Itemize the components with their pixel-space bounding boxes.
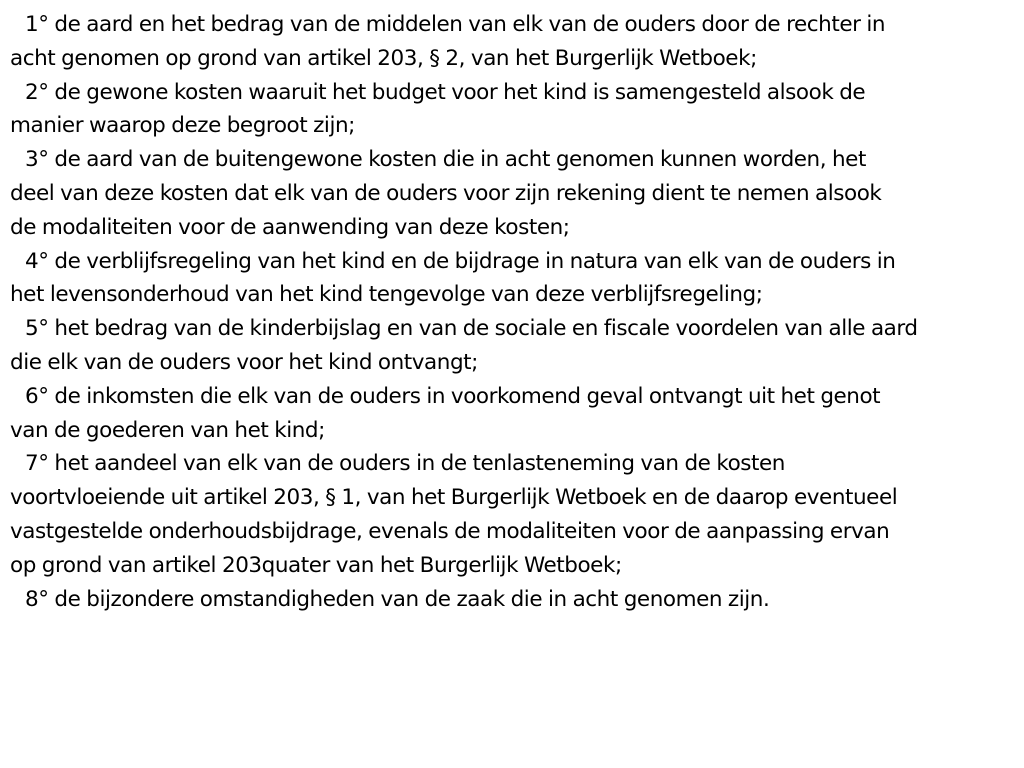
item-5-line-2: die elk van de ouders voor het kind ontvangt;	[10, 349, 478, 375]
list-item	[10, 380, 1016, 448]
item-7-line-3: vastgestelde onderhoudsbijdrage, evenals de modaliteiten voor de aanpassing ervan	[10, 518, 890, 544]
item-2-line-1: 2° de gewone kosten waaruit het budget voor het kind is samengesteld alsook de	[25, 79, 866, 105]
item-4-line-2: het levensonderhoud van het kind tengevolge van deze verblijfsregeling;	[10, 282, 763, 308]
list-item	[10, 143, 1016, 244]
item-1-line-2: acht genomen op grond van artikel 203, § 2, van het Burgerlijk Wetboek;	[10, 45, 757, 71]
item-3-line-3: de modaliteiten voor de aanwending van deze kosten;	[10, 214, 570, 240]
item-5-line-1: 5° het bedrag van de kinderbijslag en van de sociale en fiscale voordelen van alle aard	[25, 316, 918, 342]
item-1-line-1: 1° de aard en het bedrag van de middelen van elk van de ouders door de rechter in	[25, 12, 886, 37]
item-3-line-1: 3° de aard van de buitengewone kosten die in acht genomen kunnen worden, het	[25, 147, 866, 173]
item-2-line-2: manier waarop deze begroot zijn;	[10, 113, 355, 139]
item-6-line-1: 6° de inkomsten die elk van de ouders in voorkomend geval ontvangt uit het genot	[25, 383, 881, 409]
item-7-line-4: op grond van artikel 203quater van het Burgerlijk Wetboek;	[10, 552, 622, 578]
item-3-line-2: deel van deze kosten dat elk van de ouders voor zijn rekening dient te nemen alsook	[10, 180, 882, 206]
list-item	[10, 583, 1016, 617]
item-7-line-2: voortvloeiende uit artikel 203, § 1, van het Burgerlijk Wetboek en de daarop eventueel	[10, 485, 898, 511]
list-item	[10, 447, 1016, 582]
list-item	[10, 8, 1016, 76]
item-list	[10, 8, 1016, 616]
item-7-line-1: 7° het aandeel van elk van de ouders in de tenlasteneming van de kosten	[25, 451, 785, 477]
item-6-line-2: van de goederen van het kind;	[10, 417, 325, 443]
list-item	[10, 76, 1016, 144]
list-item	[10, 312, 1016, 380]
item-8-line-1: 8° de bijzondere omstandigheden van de zaak die in acht genomen zijn.	[25, 586, 770, 612]
list-item	[10, 245, 1016, 313]
item-4-line-1: 4° de verblijfsregeling van het kind en de bijdrage in natura van elk van de ouders in	[25, 248, 896, 274]
